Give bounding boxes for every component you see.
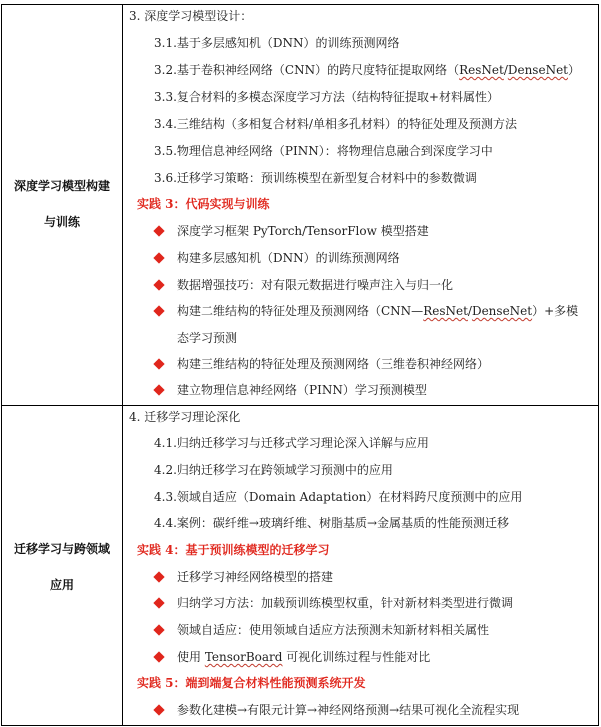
- section-heading: 4. 迁移学习理论深化: [129, 410, 241, 424]
- row2-label-line2: 应用: [49, 578, 74, 592]
- row1-label-line1: 深度学习模型构建: [13, 179, 110, 193]
- practice-title: 实践 3：代码实现与训练: [137, 197, 270, 211]
- subsection-item: 3.4.三维结构（多相复合材料/单相多孔材料）的特征处理及预测方法: [154, 117, 517, 131]
- subsection-item: 3.5.物理信息神经网络（PINN）：将物理信息融合到深度学习中: [154, 144, 493, 158]
- network-name: ResNet: [423, 304, 468, 318]
- network-name: DenseNet: [471, 304, 533, 318]
- column-divider: [122, 4, 123, 726]
- diamond-bullet-icon: [153, 279, 164, 290]
- network-name: ResNet: [459, 63, 504, 77]
- diamond-bullet-icon: [153, 624, 164, 635]
- diamond-bullet-icon: [153, 384, 164, 395]
- subsection-item: 4.2.归纳迁移学习在跨领域学习预测中的应用: [154, 463, 393, 477]
- subsection-item: 3.3.复合材料的多模态深度学习方法（结构特征提取+材料属性）: [154, 90, 499, 104]
- diamond-bullet-icon: [153, 704, 164, 715]
- diamond-bullet-icon: [153, 571, 164, 582]
- diamond-bullet-icon: [153, 651, 164, 662]
- subsection-item: 3.2.基于卷积神经网络（CNN）的跨尺度特征提取网络（ResNet/DenseNet）: [154, 63, 581, 77]
- subsection-item: 3.1.基于多层感知机（DNN）的训练预测网络: [154, 36, 400, 50]
- tool-name: TensorBoard: [204, 650, 283, 664]
- subsection-item: 4.1.归纳迁移学习与迁移式学习理论深入详解与应用: [154, 436, 429, 450]
- section-heading: 3. 深度学习模型设计：: [129, 9, 253, 23]
- table-left-border: [1, 4, 2, 726]
- table-right-border: [598, 4, 599, 726]
- table-bottom-border: [1, 725, 599, 726]
- practice-title: 实践 5：端到端复合材料性能预测系统开发: [137, 676, 366, 690]
- diamond-bullet-icon: [153, 358, 164, 369]
- diamond-bullet-icon: [153, 252, 164, 263]
- diamond-bullet-icon: [153, 597, 164, 608]
- subsection-item: 4.4.案例：碳纤维→玻璃纤维、树脂基质→金属基质的性能预测迁移: [154, 516, 510, 530]
- table-top-border: [1, 4, 599, 5]
- subsection-item: 3.6.迁移学习策略：预训练模型在新型复合材料中的参数微调: [154, 171, 477, 185]
- row1-label: [2, 168, 122, 240]
- network-name: DenseNet: [507, 63, 568, 77]
- diamond-bullet-icon: [153, 225, 164, 236]
- curriculum-table: 深度学习模型构建 与训练 3. 深度学习模型设计： 3.1.基于多层感知机（DNN）的训练预测网络 3.2.基于卷积神经网络（CNN）的跨尺度特征提取网络（ResNet/DenseNet） 3.3.复合材料的多模态深度学习方法（结构特征提取+材料属性） 3.4.三维结构（多相复合材料/单相多孔材料）的特征处理及预测方法 3.5.物理信息神经网络（PINN）：将物理信息融合到深度学习中 3.6.迁移学习策略：预训练模型在新型复合材料中的参数微调 实践 3：代码实现与训练 深度学习框架 PyTorch/TensorFlow 模型搭建 构建多层感知机（DNN）的训练预测网络 数据增强技巧：对有限元数据进行噪声注入与归一化 构建二维结构的特征处理及预测网络（CNN—ResNet/DenseNet）+多模 态学习预测 构建三维结构的特征处理及预测网络（三维卷积神经网络） 建立物理信息神经网络（PINN）学习预测模型 迁移学习与跨领域 应用 4. 迁移学习理论深化 4.1.归纳迁移学习与迁移式学习理论深入详解与应用 4.2.归纳迁移学习在跨领域学习预测中的应用 4.3.领域自适应（Domain Adaptation）在材料跨尺度预测中的应用 4.4.案例：碳纤维→玻璃纤维、树脂基质→金属基质的性能预测迁移 实践 4：基于预训练模型的迁移学习 迁移学习神经网络模型的搭建 归纳学习方法：加载预训练模型权重，针对新材料类型进行微调 领域自适应：使用领域自适应方法预测未知新材料相关属性 使用 TensorBoard 可视化训练过程与性能对比 实践 5：端到端复合材料性能预测系统开发 参数化建模→有限元计算→神经网络预测→结果可视化全流程实现: [1, 4, 599, 726]
- row1-label-line2: 与训练: [43, 215, 80, 229]
- row2-label: [2, 531, 122, 603]
- row-divider: [1, 405, 599, 406]
- practice-title: 实践 4：基于预训练模型的迁移学习: [137, 543, 330, 557]
- diamond-bullet-icon: [153, 305, 164, 316]
- row2-label-line1: 迁移学习与跨领域: [13, 542, 110, 556]
- subsection-item: 4.3.领域自适应（Domain Adaptation）在材料跨尺度预测中的应用: [154, 490, 523, 504]
